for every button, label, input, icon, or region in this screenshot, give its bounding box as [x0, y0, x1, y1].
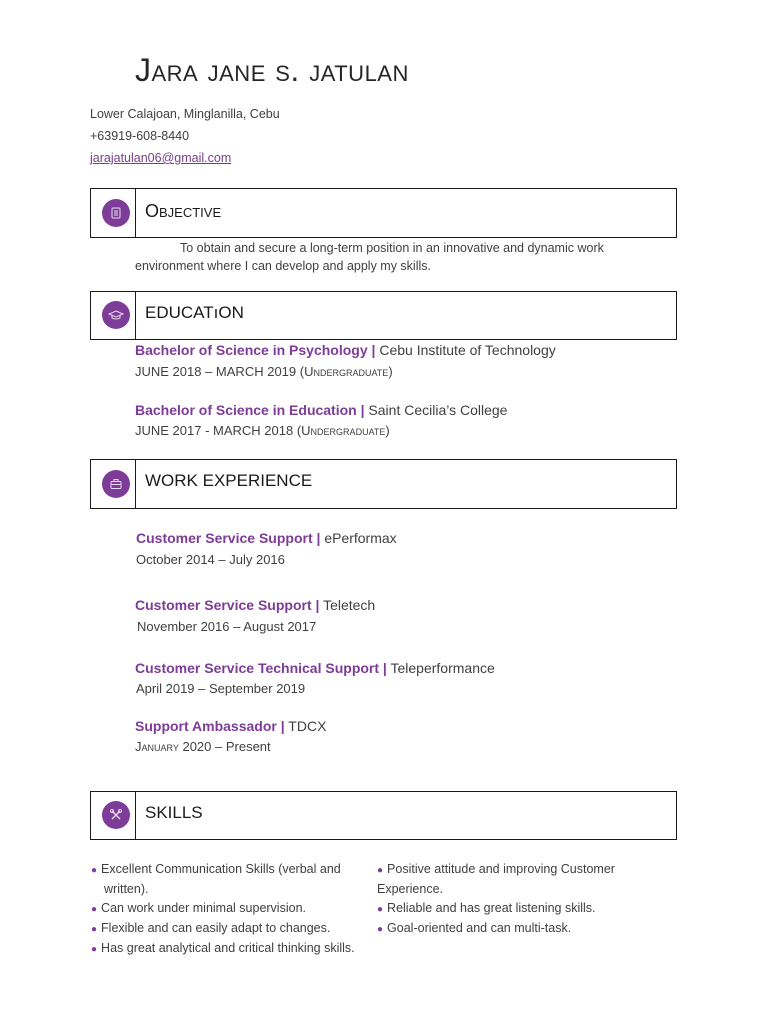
skill-text: Reliable and has great listening skills.	[387, 901, 596, 915]
objective-text: To obtain and secure a long-term position in an innovative and dynamic work environment where I can develop and apply my skills.	[135, 241, 604, 273]
skill-text: Can work under minimal supervision.	[101, 901, 306, 915]
skill-text: Excellent Communication Skills (verbal and written).	[101, 862, 341, 896]
skill-item	[91, 860, 361, 899]
section-divider	[135, 292, 136, 339]
separator: |	[360, 402, 365, 418]
work-title: WORK EXPERIENCE	[145, 471, 313, 490]
work-entry-3	[135, 660, 495, 676]
education-header	[90, 291, 677, 340]
skills-title: SKILLS	[145, 803, 203, 822]
company: Teletech	[323, 597, 376, 613]
skill-item	[91, 939, 361, 959]
skill-item	[377, 899, 647, 919]
bullet-icon: ●	[377, 924, 384, 935]
degree: Bachelor of Science in Psychology	[135, 342, 368, 358]
work-header	[90, 459, 677, 509]
company: Teleperformance	[390, 660, 495, 676]
section-divider	[135, 792, 136, 839]
dates: JUNE 2018 – MARCH 2019 (	[135, 364, 305, 379]
work-entry-1	[136, 530, 397, 546]
work-dates-1: October 2014 – July 2016	[136, 552, 285, 567]
bullet-icon: ●	[377, 865, 384, 876]
dates-rest: 2020 – Present	[178, 739, 271, 754]
status: Undergraduate	[301, 423, 386, 438]
briefcase-icon	[102, 470, 130, 498]
company: TDCX	[288, 718, 327, 734]
company: ePerformax	[324, 530, 397, 546]
work-dates-3: April 2019 – September 2019	[136, 681, 306, 696]
dates: JUNE 2017 - MARCH 2018 (	[135, 423, 302, 438]
skills-header	[90, 791, 677, 840]
role: Customer Service Support	[135, 597, 312, 613]
month: January	[135, 739, 179, 754]
education-title: EDUCATıON	[145, 303, 244, 322]
bullet-icon: ●	[91, 865, 98, 876]
skill-text: Has great analytical and critical thinking skills.	[101, 941, 355, 955]
email-link[interactable]: jarajatulan06@gmail.com	[90, 151, 232, 165]
separator: |	[382, 660, 387, 676]
skill-item	[91, 899, 361, 919]
skills-list-left	[91, 860, 361, 959]
education-entry-2	[135, 402, 507, 418]
section-divider	[135, 460, 136, 508]
work-entry-2	[135, 597, 375, 613]
skill-item	[377, 860, 647, 899]
education-dates-2	[135, 423, 390, 438]
role: Customer Service Support	[136, 530, 313, 546]
candidate-name: Jara jane s. jatulan	[135, 52, 409, 88]
education-entry-1	[135, 342, 556, 358]
separator: |	[316, 530, 321, 546]
address: Lower Calajoan, Minglanilla, Cebu	[90, 107, 280, 121]
dates-close: )	[388, 364, 393, 379]
dates-close: )	[385, 423, 390, 438]
skill-text: Positive attitude and improving Customer Experience.	[377, 862, 615, 896]
section-divider	[135, 189, 136, 237]
school: Saint Cecilia’s College	[368, 402, 508, 418]
skills-list-right	[377, 860, 647, 939]
work-entry-4	[135, 718, 326, 734]
school: Cebu Institute of Technology	[379, 342, 556, 358]
bullet-icon: ●	[91, 904, 98, 915]
skill-text: Flexible and can easily adapt to changes.	[101, 921, 331, 935]
skill-item	[91, 919, 361, 939]
work-dates-4	[135, 739, 271, 754]
graduation-cap-icon	[102, 301, 130, 329]
tools-icon	[102, 801, 130, 829]
skill-item	[377, 919, 647, 939]
bullet-icon: ●	[377, 904, 384, 915]
separator: |	[315, 597, 320, 613]
separator: |	[280, 718, 285, 734]
status: Undergraduate	[304, 364, 389, 379]
separator: |	[371, 342, 376, 358]
skill-text: Goal-oriented and can multi-task.	[387, 921, 572, 935]
bullet-icon: ●	[91, 924, 98, 935]
degree: Bachelor of Science in Education	[135, 402, 357, 418]
phone: +63919-608-8440	[90, 129, 190, 143]
role: Customer Service Technical Support	[135, 660, 380, 676]
objective-header	[90, 188, 677, 238]
education-dates-1	[135, 364, 393, 379]
role: Support Ambassador	[135, 718, 277, 734]
document-lines-icon	[102, 199, 130, 227]
work-dates-2: November 2016 – August 2017	[137, 619, 317, 634]
bullet-icon: ●	[91, 944, 98, 955]
objective-title: Objective	[145, 201, 222, 221]
